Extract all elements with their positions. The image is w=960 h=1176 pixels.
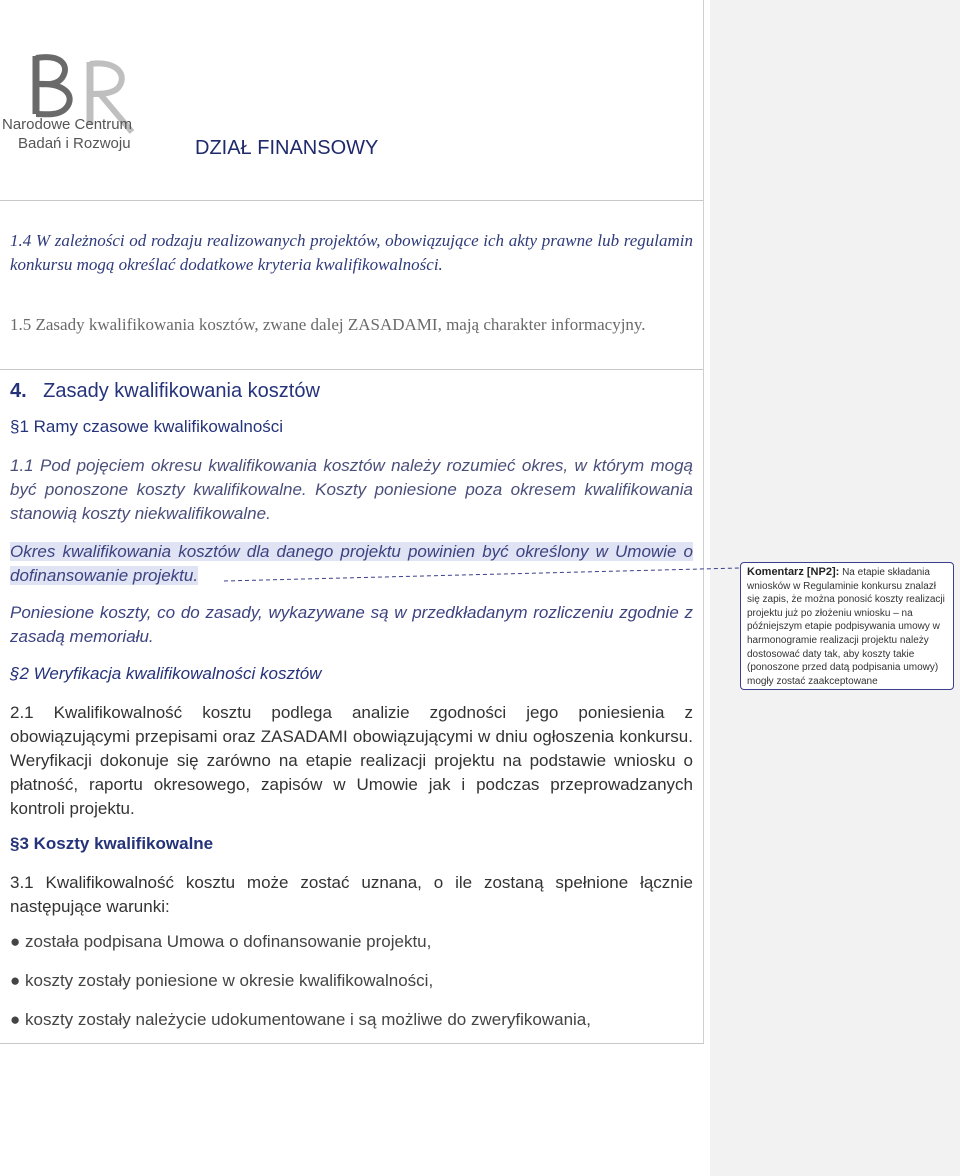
section-3-heading: §3 Koszty kwalifikowalne [10, 834, 214, 853]
comment-balloon[interactable] [740, 562, 954, 690]
heading-4-text: Zasady kwalifikowania kosztów [43, 380, 320, 402]
heading-4-number: 4. [10, 380, 27, 402]
paragraph-okres [10, 540, 693, 588]
bullet-item: ● została podpisana Umowa o dofinansowanie projektu, [10, 932, 432, 951]
paragraph-2-1: 2.1 Kwalifikowalność kosztu podlega analizie zgodności jego poniesienia z obowiązującymi przepisami oraz ZASADAMI obowiązującymi w dniu ogłoszenia konkursu. Weryfikacji dokonuje się zarówno na etapie realizacji projektu na podstawie wniosku o płatność, raportu okresowego, zapisów w Umowie jak i podczas przeprowadzanych kontroli projektu. [10, 703, 693, 818]
header-frame [0, 200, 703, 370]
bullet-item: ● koszty zostały należycie udokumentowane i są możliwe do zweryfikowania, [10, 1010, 591, 1029]
comment-text: Na etapie składania wniosków w Regulaminie konkursu znalazł się zapis, że można ponosić koszty realizacji projektu już po złożeniu wniosku – na późniejszym etapie podpisywania umowy w harmonogramie realizacji projektu należy dostosować daty tak, aby koszty takie (ponoszone przed datą podpisania umowy) mogły zostać zaakceptowane [747, 567, 945, 687]
heading-4 [10, 380, 320, 403]
logo-text-line2: Badań i Rozwoju [18, 135, 131, 152]
logo-text-line1: Narodowe Centrum [2, 116, 133, 133]
comment-author: Komentarz [NP2]: [747, 566, 840, 578]
page-bottom-edge [0, 1043, 704, 1044]
commented-text[interactable]: Okres kwalifikowania kosztów dla danego projektu powinien być określony w Umowie o dofinansowanie projektu. [10, 542, 693, 585]
paragraph-1-1: 1.1 Pod pojęciem okresu kwalifikowania kosztów należy rozumieć okres, w którym mogą być ponoszone koszty kwalifikowalne. Koszty poniesione poza okresem kwalifikowania stanowią koszty niekwalifikowalne. [10, 456, 693, 523]
page-edge [703, 0, 704, 1044]
paragraph-poniesione: Poniesione koszty, co do zasady, wykazywane są w przedkładanym rozliczeniu zgodnie z zasadą memoriału. [10, 603, 693, 646]
section-2-heading: §2 Weryfikacja kwalifikowalności kosztów [10, 664, 322, 683]
section-1-heading: §1 Ramy czasowe kwalifikowalności [10, 417, 284, 436]
paragraph-1-5: 1.5 Zasady kwalifikowania kosztów, zwane dalej ZASADAMI, mają charakter informacyjny. [10, 315, 646, 334]
bullet-item: ● koszty zostały poniesione w okresie kwalifikowalności, [10, 971, 434, 990]
paragraph-1-4: 1.4 W zależności od rodzaju realizowanych projektów, obowiązujące ich akty prawne lub regulamin konkursu mogą określać dodatkowe kryteria kwalifikowalności. [10, 231, 693, 274]
department-title: DZIAŁ FINANSOWY [195, 137, 379, 159]
paragraph-3-1: 3.1 Kwalifikowalność kosztu może zostać uznana, o ile zostaną spełnione łącznie następujące warunki: [10, 873, 693, 916]
